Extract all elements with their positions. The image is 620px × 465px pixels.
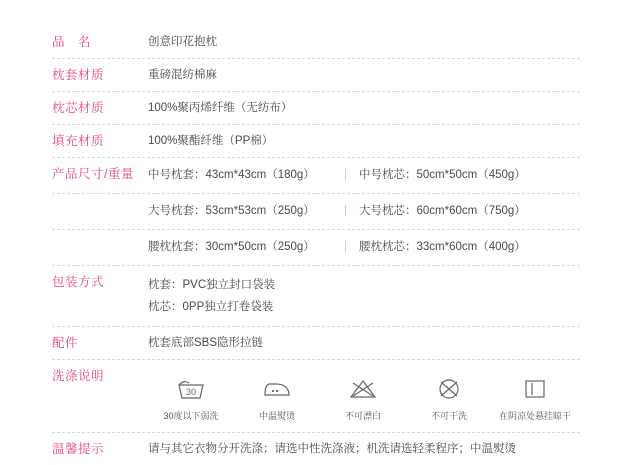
wash-icon-list xyxy=(148,368,580,424)
spec-value: 创意印花抱枕 xyxy=(148,36,217,48)
wash-caption: 在阴凉处悬挂晾干 xyxy=(498,411,571,421)
spec-value xyxy=(148,158,580,193)
wash-caption: 30度以下弱洗 xyxy=(163,411,219,421)
spec-label: 配件 xyxy=(52,336,79,350)
packaging-line-core: 枕芯：0PP独立打卷袋装 xyxy=(148,301,274,313)
spec-label: 产品尺寸/重量 xyxy=(52,167,134,181)
spec-value: 请与其它衣物分开洗涤；请选中性洗涤液；机洗请选轻柔程序；中温熨烫 xyxy=(148,443,516,455)
spec-label: 枕芯材质 xyxy=(52,101,105,115)
spec-row-wash xyxy=(52,360,580,433)
size-cover: 腰枕枕套：30cm*50cm（250g） xyxy=(148,241,315,253)
spec-row-name xyxy=(52,26,580,59)
wash-tub-30-icon xyxy=(148,372,234,406)
spec-label-spacer xyxy=(52,230,148,265)
packaging-line-cover: 枕套：PVC独立封口袋装 xyxy=(148,279,276,291)
spec-label: 填充材质 xyxy=(52,134,105,148)
wash-item-machine-wash xyxy=(148,372,234,424)
spec-row-accessory xyxy=(52,327,580,360)
size-core: 中号枕芯：50cm*50cm（450g） xyxy=(359,169,526,181)
size-cover: 中号枕套：43cm*43cm（180g） xyxy=(148,169,315,181)
no-dryclean-icon xyxy=(406,372,492,406)
wash-item-line-dry xyxy=(492,372,578,424)
spec-value: 重磅混纺棉麻 xyxy=(148,69,217,81)
spec-value: 100%聚丙烯纤维（无纺布） xyxy=(148,102,293,114)
wash-caption: 不可漂白 xyxy=(344,411,381,421)
size-separator: | xyxy=(344,241,347,253)
line-dry-shade-icon xyxy=(492,372,578,406)
spec-row-filling-material xyxy=(52,125,580,158)
wash-caption: 中温熨烫 xyxy=(258,411,295,421)
spec-row-size-line-2 xyxy=(52,194,580,230)
iron-medium-icon xyxy=(234,372,320,406)
size-core: 大号枕芯：60cm*60cm（750g） xyxy=(359,205,526,217)
size-separator: | xyxy=(344,205,347,217)
spec-value: 枕套底部SBS隐形拉链 xyxy=(148,337,264,349)
svg-text:30: 30 xyxy=(185,387,197,397)
size-core: 腰枕枕芯：33cm*60cm（400g） xyxy=(359,241,526,253)
no-bleach-icon xyxy=(320,372,406,406)
spec-value xyxy=(148,360,580,432)
spec-value xyxy=(148,194,580,229)
spec-value xyxy=(148,266,580,326)
wash-item-no-dryclean xyxy=(406,372,492,424)
spec-row-cover-material xyxy=(52,59,580,92)
size-line xyxy=(148,238,580,257)
spec-row-core-material xyxy=(52,92,580,125)
spec-row-size-line-3 xyxy=(52,230,580,266)
spec-row-tips xyxy=(52,433,580,465)
spec-label: 枕套材质 xyxy=(52,68,105,82)
spec-value: 100%聚酯纤维（PP棉） xyxy=(148,135,274,147)
spec-row-size-line-1 xyxy=(52,158,580,194)
spec-label: 包装方式 xyxy=(52,275,105,289)
size-line xyxy=(148,202,580,221)
size-separator: | xyxy=(344,169,347,181)
spec-label: 品 名 xyxy=(52,35,92,49)
spec-label-spacer xyxy=(52,194,148,229)
wash-caption: 不可干洗 xyxy=(430,411,467,421)
spec-label: 温馨提示 xyxy=(52,442,105,456)
spec-label: 洗涤说明 xyxy=(52,369,105,383)
spec-value xyxy=(148,230,580,265)
size-line xyxy=(148,166,580,185)
wash-item-iron xyxy=(234,372,320,424)
size-cover: 大号枕套：53cm*53cm（250g） xyxy=(148,205,315,217)
spec-row-packaging xyxy=(52,266,580,327)
wash-item-no-bleach xyxy=(320,372,406,424)
